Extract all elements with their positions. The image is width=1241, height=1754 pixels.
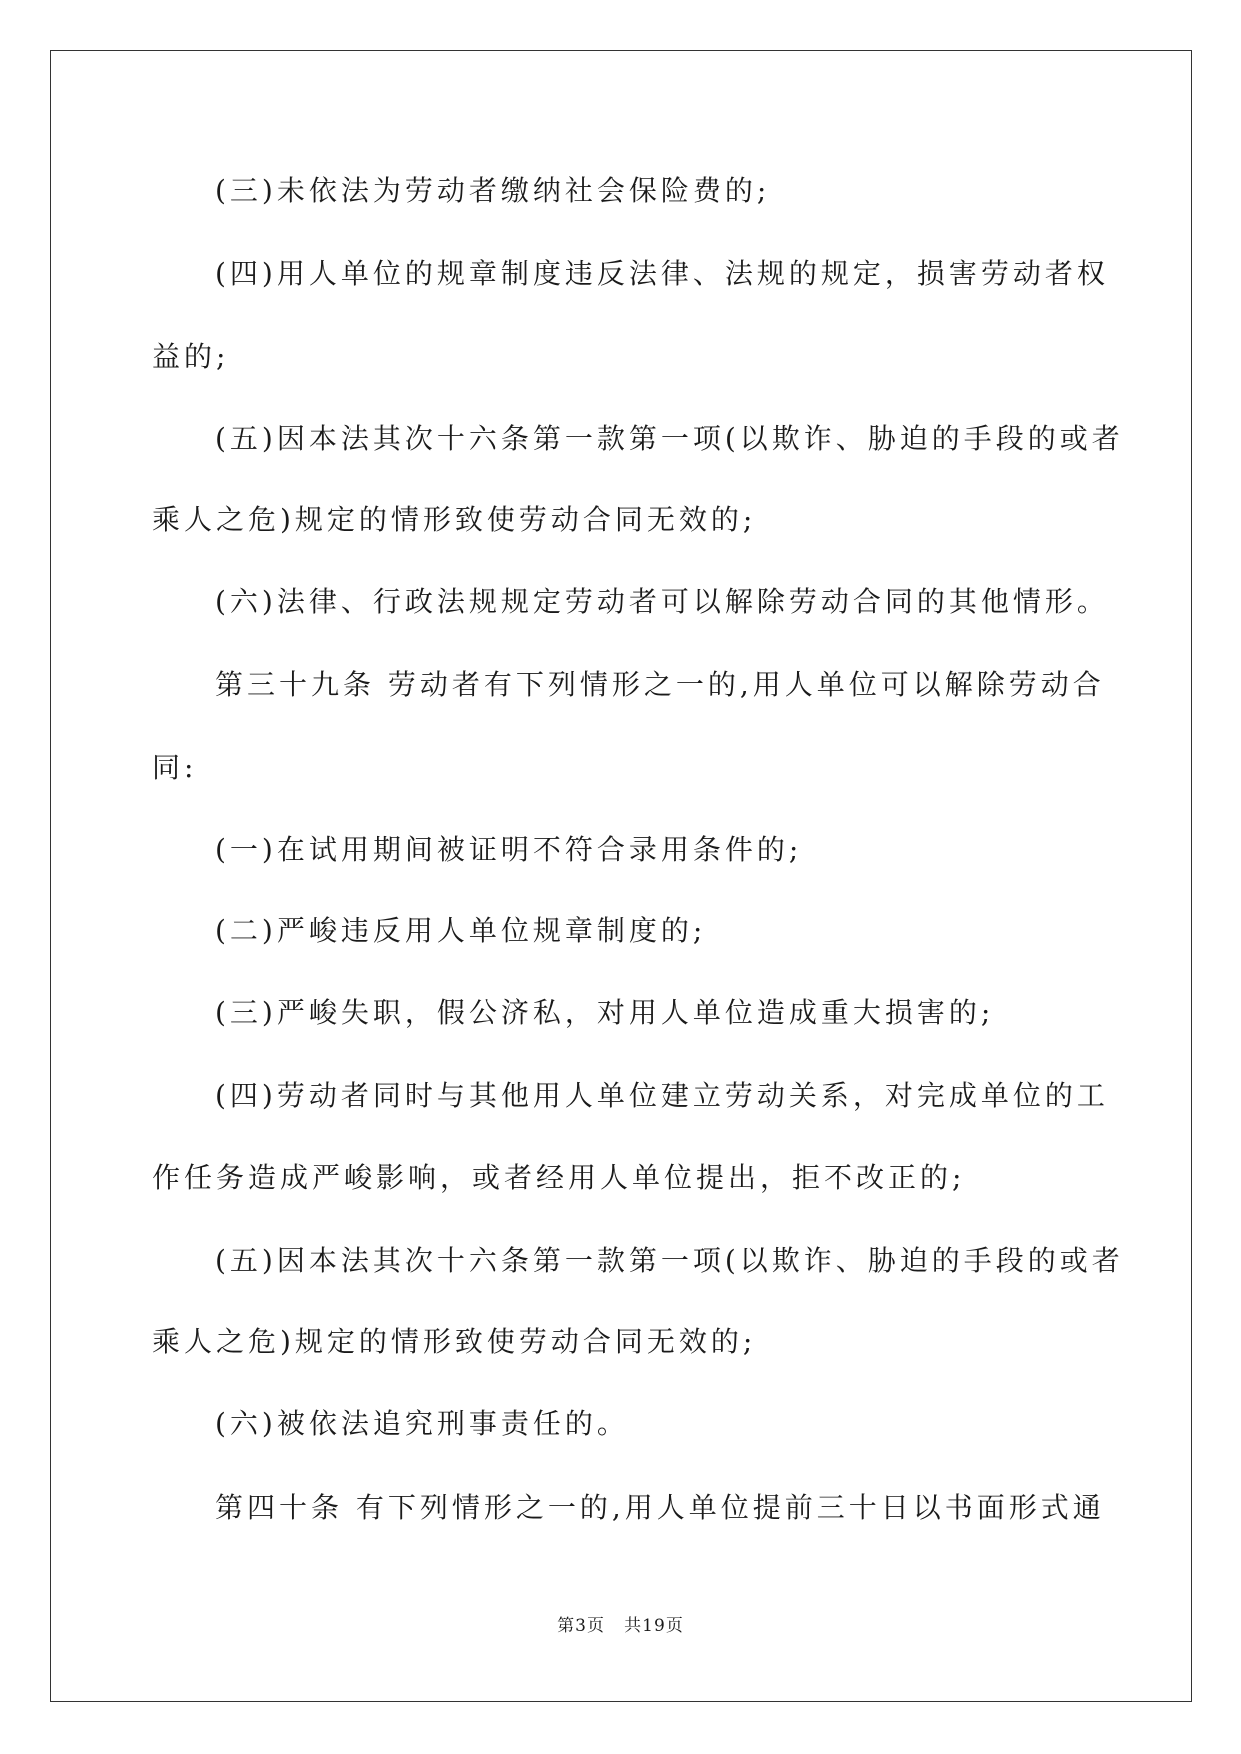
paragraph-line: 益的;	[152, 340, 230, 373]
paragraph-line: (五)因本法其次十六条第一款第一项(以欺诈、胁迫的手段的或者	[215, 422, 1124, 455]
paragraph-line: (一)在试用期间被证明不符合录用条件的;	[215, 833, 803, 866]
paragraph-line: 乘人之危)规定的情形致使劳动合同无效的;	[152, 1325, 757, 1358]
article-heading-line: 第四十条 有下列情形之一的,用人单位提前三十日以书面形式通	[215, 1491, 1105, 1524]
paragraph-line: 乘人之危)规定的情形致使劳动合同无效的;	[152, 503, 757, 536]
paragraph-line: (六)被依法追究刑事责任的。	[215, 1407, 629, 1440]
page-border	[50, 50, 1192, 1702]
paragraph-line: (五)因本法其次十六条第一款第一项(以欺诈、胁迫的手段的或者	[215, 1244, 1124, 1277]
paragraph-line: (三)严峻失职，假公济私，对用人单位造成重大损害的;	[215, 996, 995, 1029]
article-heading-line: 第三十九条 劳动者有下列情形之一的,用人单位可以解除劳动合	[215, 668, 1105, 701]
paragraph-line: 作任务造成严峻影响，或者经用人单位提出，拒不改正的;	[152, 1161, 966, 1194]
paragraph-line: (三)未依法为劳动者缴纳社会保险费的;	[215, 174, 771, 207]
paragraph-line: (六)法律、行政法规规定劳动者可以解除劳动合同的其他情形。	[215, 585, 1109, 618]
paragraph-line: (四)用人单位的规章制度违反法律、法规的规定，损害劳动者权	[215, 257, 1109, 290]
paragraph-line: (四)劳动者同时与其他用人单位建立劳动关系，对完成单位的工	[215, 1079, 1109, 1112]
page-number-footer: 第3页 共19页	[557, 1616, 684, 1636]
paragraph-line: 同:	[152, 751, 198, 784]
paragraph-line: (二)严峻违反用人单位规章制度的;	[215, 914, 707, 947]
